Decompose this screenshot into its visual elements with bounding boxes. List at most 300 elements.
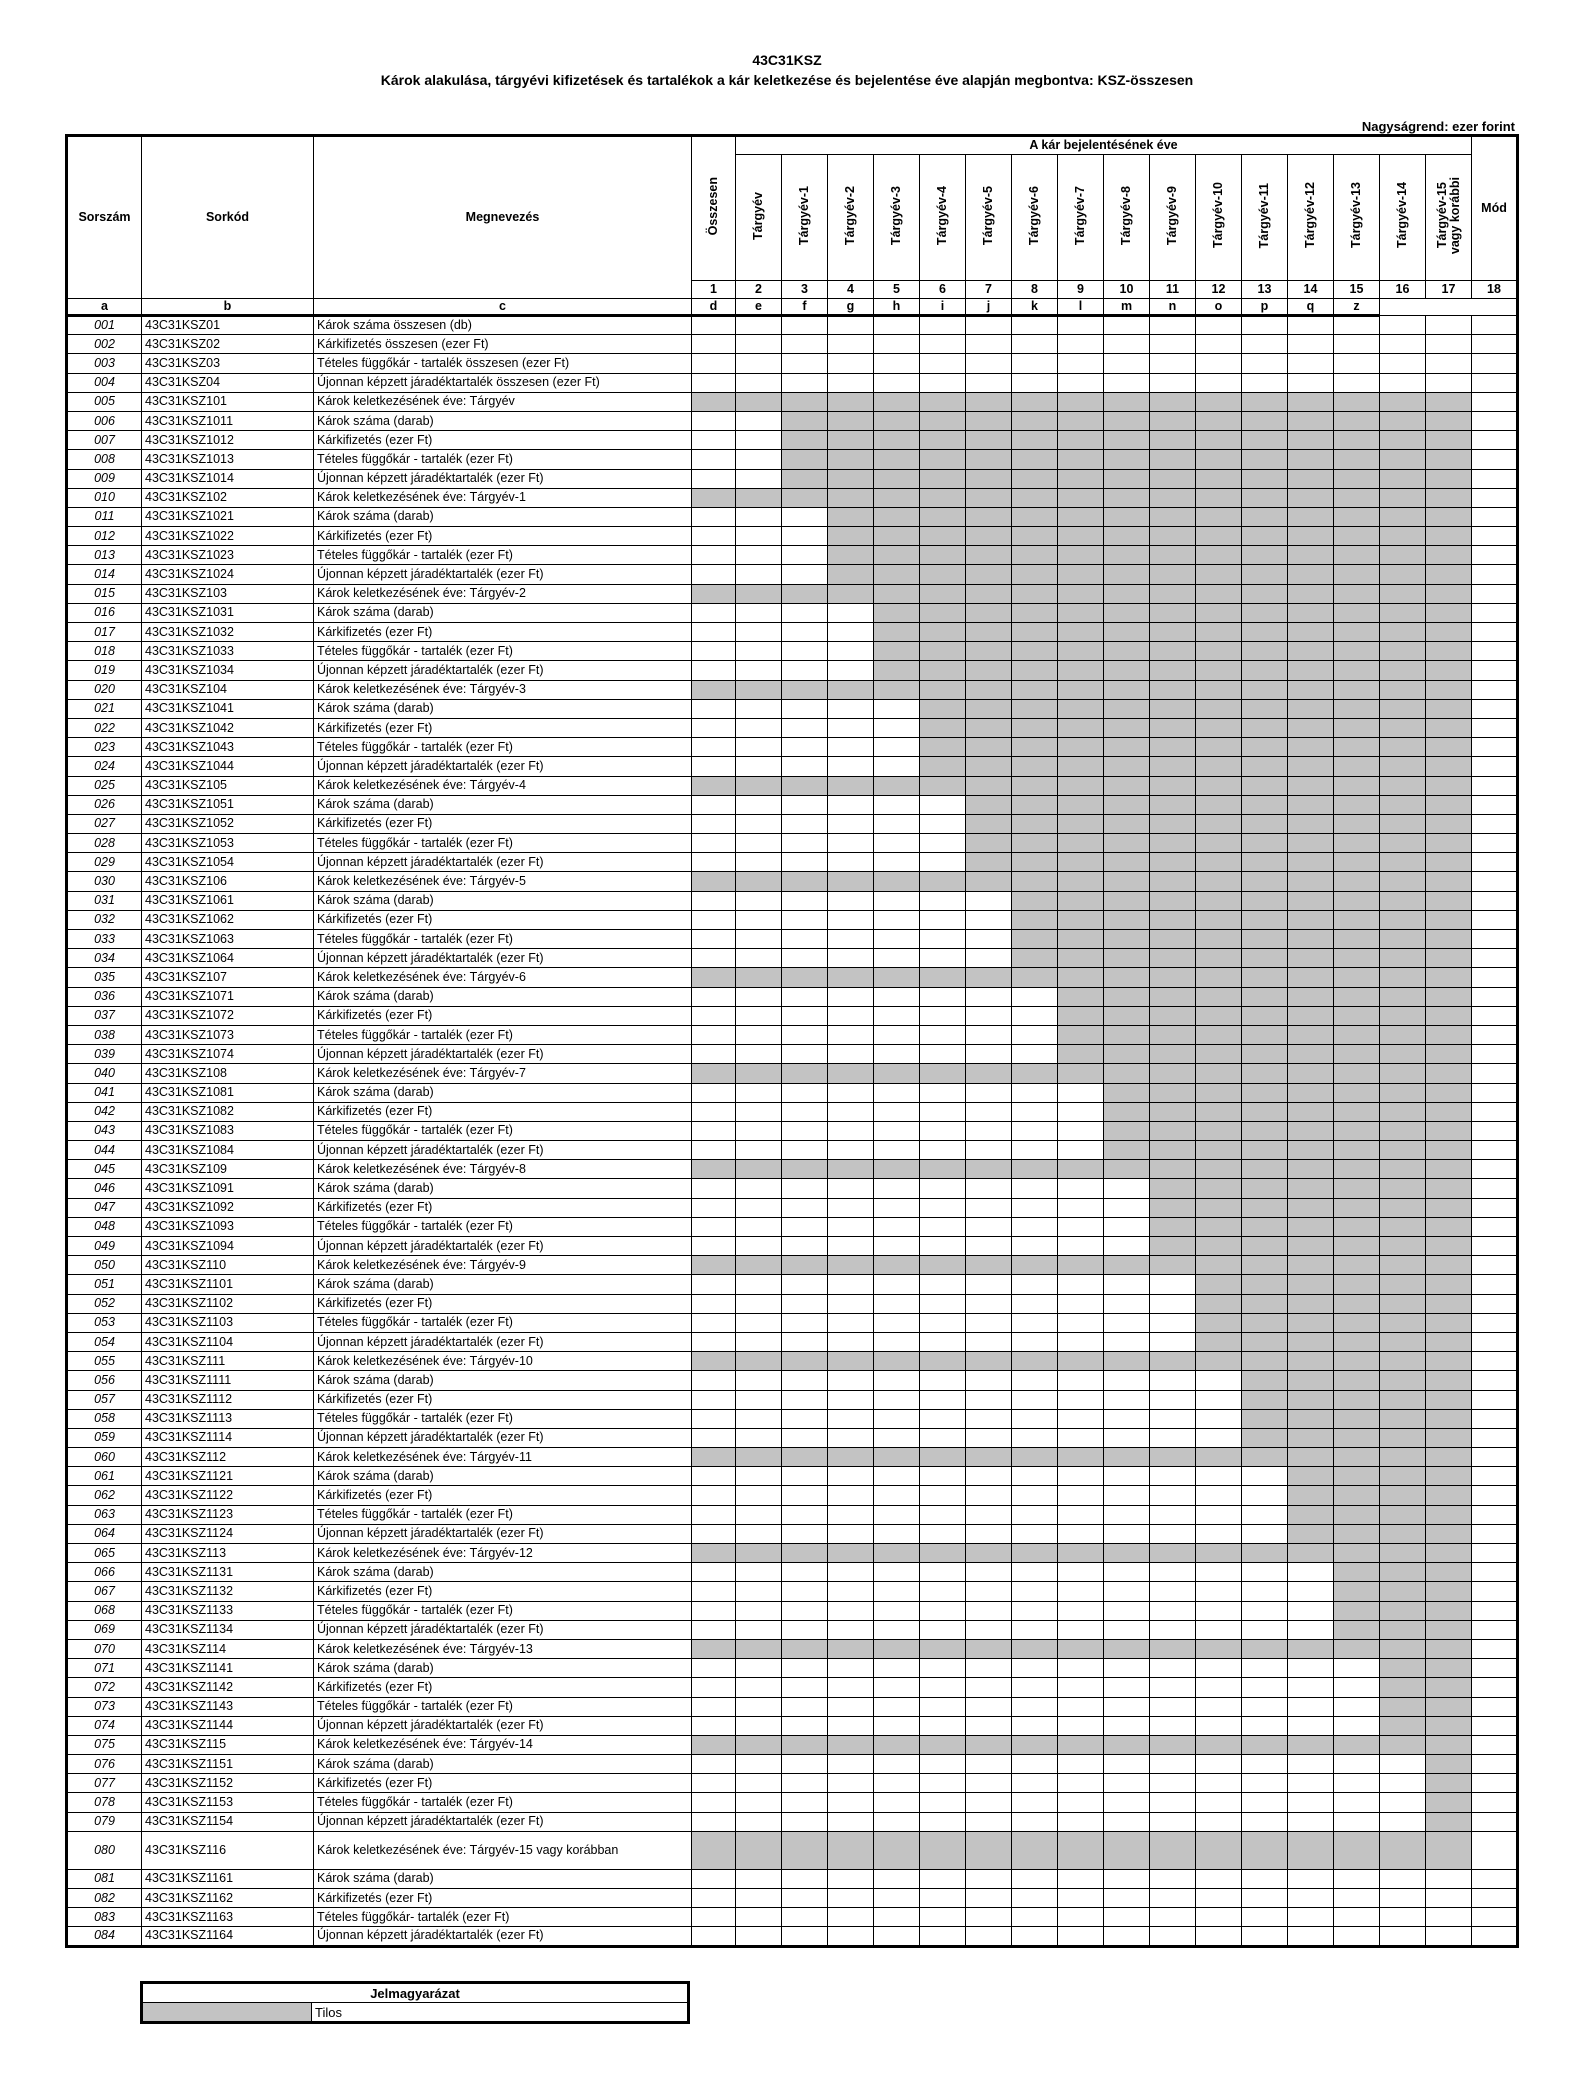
input-cell[interactable] — [1196, 316, 1242, 335]
input-cell[interactable] — [966, 1237, 1012, 1256]
input-cell[interactable] — [1196, 1505, 1242, 1524]
input-cell[interactable] — [920, 1313, 966, 1332]
input-cell[interactable] — [736, 1601, 782, 1620]
input-cell[interactable] — [1012, 1908, 1058, 1927]
input-cell[interactable] — [1104, 316, 1150, 335]
input-cell[interactable] — [1242, 1505, 1288, 1524]
input-cell[interactable] — [1242, 1869, 1288, 1888]
input-cell[interactable] — [1150, 1716, 1196, 1735]
input-cell[interactable] — [1472, 661, 1518, 680]
input-cell[interactable] — [1150, 1409, 1196, 1428]
input-cell[interactable] — [1472, 910, 1518, 929]
input-cell[interactable] — [1104, 373, 1150, 392]
input-cell[interactable] — [1472, 1659, 1518, 1678]
input-cell[interactable] — [1242, 354, 1288, 373]
input-cell[interactable] — [1012, 1659, 1058, 1678]
input-cell[interactable] — [828, 795, 874, 814]
input-cell[interactable] — [966, 1409, 1012, 1428]
input-cell[interactable] — [782, 1505, 828, 1524]
input-cell[interactable] — [828, 738, 874, 757]
input-cell[interactable] — [966, 1793, 1012, 1812]
input-cell[interactable] — [1472, 968, 1518, 987]
input-cell[interactable] — [1058, 1371, 1104, 1390]
input-cell[interactable] — [874, 795, 920, 814]
input-cell[interactable] — [1012, 354, 1058, 373]
input-cell[interactable] — [736, 853, 782, 872]
input-cell[interactable] — [782, 354, 828, 373]
input-cell[interactable] — [736, 354, 782, 373]
input-cell[interactable] — [1472, 1755, 1518, 1774]
input-cell[interactable] — [828, 1083, 874, 1102]
input-cell[interactable] — [828, 1045, 874, 1064]
input-cell[interactable] — [736, 1755, 782, 1774]
input-cell[interactable] — [874, 1869, 920, 1888]
input-cell[interactable] — [692, 1927, 736, 1946]
input-cell[interactable] — [828, 1217, 874, 1236]
input-cell[interactable] — [920, 1141, 966, 1160]
input-cell[interactable] — [874, 1198, 920, 1217]
input-cell[interactable] — [736, 1697, 782, 1716]
input-cell[interactable] — [828, 335, 874, 354]
input-cell[interactable] — [1150, 1524, 1196, 1543]
input-cell[interactable] — [782, 1102, 828, 1121]
input-cell[interactable] — [692, 507, 736, 526]
input-cell[interactable] — [1058, 335, 1104, 354]
input-cell[interactable] — [920, 1467, 966, 1486]
input-cell[interactable] — [1242, 1812, 1288, 1831]
input-cell[interactable] — [1104, 1313, 1150, 1332]
input-cell[interactable] — [1242, 1774, 1288, 1793]
input-cell[interactable] — [1058, 1869, 1104, 1888]
input-cell[interactable] — [736, 1716, 782, 1735]
input-cell[interactable] — [1472, 853, 1518, 872]
input-cell[interactable] — [828, 949, 874, 968]
input-cell[interactable] — [782, 1812, 828, 1831]
input-cell[interactable] — [1472, 1256, 1518, 1275]
input-cell[interactable] — [920, 1006, 966, 1025]
input-cell[interactable] — [828, 603, 874, 622]
input-cell[interactable] — [1012, 1313, 1058, 1332]
input-cell[interactable] — [1196, 1793, 1242, 1812]
input-cell[interactable] — [1380, 1927, 1426, 1946]
input-cell[interactable] — [736, 834, 782, 853]
input-cell[interactable] — [1472, 1486, 1518, 1505]
input-cell[interactable] — [1150, 335, 1196, 354]
input-cell[interactable] — [692, 603, 736, 622]
input-cell[interactable] — [1150, 1428, 1196, 1447]
input-cell[interactable] — [1196, 1697, 1242, 1716]
input-cell[interactable] — [692, 450, 736, 469]
input-cell[interactable] — [920, 853, 966, 872]
input-cell[interactable] — [1104, 1390, 1150, 1409]
input-cell[interactable] — [1012, 1812, 1058, 1831]
input-cell[interactable] — [1426, 1908, 1472, 1927]
input-cell[interactable] — [828, 1102, 874, 1121]
input-cell[interactable] — [1288, 1755, 1334, 1774]
input-cell[interactable] — [736, 1275, 782, 1294]
input-cell[interactable] — [966, 1601, 1012, 1620]
input-cell[interactable] — [736, 1409, 782, 1428]
input-cell[interactable] — [692, 565, 736, 584]
input-cell[interactable] — [782, 1275, 828, 1294]
input-cell[interactable] — [1150, 1678, 1196, 1697]
input-cell[interactable] — [1472, 565, 1518, 584]
input-cell[interactable] — [828, 1237, 874, 1256]
input-cell[interactable] — [1334, 1927, 1380, 1946]
input-cell[interactable] — [736, 373, 782, 392]
input-cell[interactable] — [1196, 1678, 1242, 1697]
input-cell[interactable] — [874, 1716, 920, 1735]
input-cell[interactable] — [1472, 603, 1518, 622]
input-cell[interactable] — [1472, 1198, 1518, 1217]
input-cell[interactable] — [1104, 1620, 1150, 1639]
input-cell[interactable] — [1196, 1428, 1242, 1447]
input-cell[interactable] — [1334, 1889, 1380, 1908]
input-cell[interactable] — [828, 1006, 874, 1025]
input-cell[interactable] — [736, 1179, 782, 1198]
input-cell[interactable] — [1012, 1102, 1058, 1121]
input-cell[interactable] — [1334, 1755, 1380, 1774]
input-cell[interactable] — [1472, 642, 1518, 661]
input-cell[interactable] — [1426, 1889, 1472, 1908]
input-cell[interactable] — [782, 1697, 828, 1716]
input-cell[interactable] — [966, 1582, 1012, 1601]
input-cell[interactable] — [736, 930, 782, 949]
input-cell[interactable] — [782, 1774, 828, 1793]
input-cell[interactable] — [736, 1390, 782, 1409]
input-cell[interactable] — [828, 853, 874, 872]
input-cell[interactable] — [782, 1908, 828, 1927]
input-cell[interactable] — [782, 1083, 828, 1102]
input-cell[interactable] — [966, 1025, 1012, 1044]
input-cell[interactable] — [966, 1371, 1012, 1390]
input-cell[interactable] — [966, 1869, 1012, 1888]
input-cell[interactable] — [736, 1774, 782, 1793]
input-cell[interactable] — [1104, 354, 1150, 373]
input-cell[interactable] — [920, 1869, 966, 1888]
input-cell[interactable] — [966, 373, 1012, 392]
input-cell[interactable] — [1104, 1697, 1150, 1716]
input-cell[interactable] — [828, 1121, 874, 1140]
input-cell[interactable] — [782, 1409, 828, 1428]
input-cell[interactable] — [1334, 1659, 1380, 1678]
input-cell[interactable] — [966, 1275, 1012, 1294]
input-cell[interactable] — [1150, 1294, 1196, 1313]
input-cell[interactable] — [1012, 1390, 1058, 1409]
input-cell[interactable] — [874, 1908, 920, 1927]
input-cell[interactable] — [692, 1371, 736, 1390]
input-cell[interactable] — [1334, 1678, 1380, 1697]
input-cell[interactable] — [782, 930, 828, 949]
input-cell[interactable] — [1472, 1121, 1518, 1140]
input-cell[interactable] — [1150, 1275, 1196, 1294]
input-cell[interactable] — [920, 1237, 966, 1256]
input-cell[interactable] — [1472, 1083, 1518, 1102]
input-cell[interactable] — [1380, 1869, 1426, 1888]
input-cell[interactable] — [782, 1313, 828, 1332]
input-cell[interactable] — [1472, 354, 1518, 373]
input-cell[interactable] — [1288, 1869, 1334, 1888]
input-cell[interactable] — [692, 1774, 736, 1793]
input-cell[interactable] — [828, 642, 874, 661]
input-cell[interactable] — [736, 1582, 782, 1601]
input-cell[interactable] — [736, 642, 782, 661]
input-cell[interactable] — [828, 757, 874, 776]
input-cell[interactable] — [920, 1045, 966, 1064]
input-cell[interactable] — [1196, 1659, 1242, 1678]
input-cell[interactable] — [1472, 1812, 1518, 1831]
input-cell[interactable] — [736, 469, 782, 488]
input-cell[interactable] — [1472, 1620, 1518, 1639]
input-cell[interactable] — [1196, 1371, 1242, 1390]
input-cell[interactable] — [828, 1716, 874, 1735]
input-cell[interactable] — [1472, 1889, 1518, 1908]
input-cell[interactable] — [966, 1505, 1012, 1524]
input-cell[interactable] — [920, 1524, 966, 1543]
input-cell[interactable] — [920, 1582, 966, 1601]
input-cell[interactable] — [736, 738, 782, 757]
input-cell[interactable] — [1334, 1869, 1380, 1888]
input-cell[interactable] — [1196, 373, 1242, 392]
input-cell[interactable] — [828, 1390, 874, 1409]
input-cell[interactable] — [1472, 1467, 1518, 1486]
input-cell[interactable] — [782, 738, 828, 757]
input-cell[interactable] — [736, 1524, 782, 1543]
input-cell[interactable] — [920, 949, 966, 968]
input-cell[interactable] — [1012, 1198, 1058, 1217]
input-cell[interactable] — [1472, 488, 1518, 507]
input-cell[interactable] — [1012, 1428, 1058, 1447]
input-cell[interactable] — [920, 354, 966, 373]
input-cell[interactable] — [1196, 1486, 1242, 1505]
input-cell[interactable] — [874, 1467, 920, 1486]
input-cell[interactable] — [692, 1045, 736, 1064]
input-cell[interactable] — [1472, 316, 1518, 335]
input-cell[interactable] — [782, 1678, 828, 1697]
input-cell[interactable] — [920, 1812, 966, 1831]
input-cell[interactable] — [1472, 814, 1518, 833]
input-cell[interactable] — [692, 335, 736, 354]
input-cell[interactable] — [920, 891, 966, 910]
input-cell[interactable] — [736, 1332, 782, 1351]
input-cell[interactable] — [1380, 1908, 1426, 1927]
input-cell[interactable] — [828, 910, 874, 929]
input-cell[interactable] — [920, 1620, 966, 1639]
input-cell[interactable] — [966, 1697, 1012, 1716]
input-cell[interactable] — [1242, 1908, 1288, 1927]
input-cell[interactable] — [782, 1025, 828, 1044]
input-cell[interactable] — [828, 316, 874, 335]
input-cell[interactable] — [1150, 1620, 1196, 1639]
input-cell[interactable] — [692, 1083, 736, 1102]
input-cell[interactable] — [828, 1486, 874, 1505]
input-cell[interactable] — [1012, 1582, 1058, 1601]
input-cell[interactable] — [1472, 738, 1518, 757]
input-cell[interactable] — [782, 1486, 828, 1505]
input-cell[interactable] — [692, 1237, 736, 1256]
input-cell[interactable] — [782, 949, 828, 968]
input-cell[interactable] — [920, 1409, 966, 1428]
input-cell[interactable] — [1288, 1774, 1334, 1793]
input-cell[interactable] — [1150, 1755, 1196, 1774]
input-cell[interactable] — [828, 718, 874, 737]
input-cell[interactable] — [1472, 1428, 1518, 1447]
input-cell[interactable] — [736, 1927, 782, 1946]
input-cell[interactable] — [828, 1141, 874, 1160]
input-cell[interactable] — [692, 930, 736, 949]
input-cell[interactable] — [1380, 335, 1426, 354]
input-cell[interactable] — [736, 1889, 782, 1908]
input-cell[interactable] — [1380, 1755, 1426, 1774]
input-cell[interactable] — [692, 814, 736, 833]
input-cell[interactable] — [692, 1275, 736, 1294]
input-cell[interactable] — [1472, 1409, 1518, 1428]
input-cell[interactable] — [1242, 1755, 1288, 1774]
input-cell[interactable] — [1150, 1582, 1196, 1601]
input-cell[interactable] — [920, 1774, 966, 1793]
input-cell[interactable] — [874, 853, 920, 872]
input-cell[interactable] — [1104, 1505, 1150, 1524]
input-cell[interactable] — [1288, 1716, 1334, 1735]
input-cell[interactable] — [1104, 1486, 1150, 1505]
input-cell[interactable] — [1472, 1275, 1518, 1294]
input-cell[interactable] — [692, 853, 736, 872]
input-cell[interactable] — [874, 1678, 920, 1697]
input-cell[interactable] — [692, 1025, 736, 1044]
input-cell[interactable] — [1242, 1793, 1288, 1812]
input-cell[interactable] — [1472, 1294, 1518, 1313]
input-cell[interactable] — [1058, 1179, 1104, 1198]
input-cell[interactable] — [1472, 1927, 1518, 1946]
input-cell[interactable] — [874, 1390, 920, 1409]
input-cell[interactable] — [782, 1294, 828, 1313]
input-cell[interactable] — [782, 1006, 828, 1025]
input-cell[interactable] — [1104, 1428, 1150, 1447]
input-cell[interactable] — [1472, 1141, 1518, 1160]
input-cell[interactable] — [782, 910, 828, 929]
input-cell[interactable] — [1196, 1889, 1242, 1908]
input-cell[interactable] — [736, 1428, 782, 1447]
input-cell[interactable] — [1426, 316, 1472, 335]
input-cell[interactable] — [1472, 1332, 1518, 1351]
input-cell[interactable] — [1058, 1428, 1104, 1447]
input-cell[interactable] — [828, 1313, 874, 1332]
input-cell[interactable] — [1242, 1467, 1288, 1486]
input-cell[interactable] — [920, 1121, 966, 1140]
input-cell[interactable] — [1196, 1812, 1242, 1831]
input-cell[interactable] — [828, 354, 874, 373]
input-cell[interactable] — [1104, 1217, 1150, 1236]
input-cell[interactable] — [692, 546, 736, 565]
input-cell[interactable] — [1380, 1793, 1426, 1812]
input-cell[interactable] — [1288, 316, 1334, 335]
input-cell[interactable] — [692, 1889, 736, 1908]
input-cell[interactable] — [692, 1198, 736, 1217]
input-cell[interactable] — [1104, 1716, 1150, 1735]
input-cell[interactable] — [692, 718, 736, 737]
input-cell[interactable] — [1472, 527, 1518, 546]
input-cell[interactable] — [874, 373, 920, 392]
input-cell[interactable] — [874, 1217, 920, 1236]
input-cell[interactable] — [782, 1716, 828, 1735]
input-cell[interactable] — [920, 316, 966, 335]
input-cell[interactable] — [1012, 1371, 1058, 1390]
input-cell[interactable] — [1242, 1582, 1288, 1601]
input-cell[interactable] — [828, 1563, 874, 1582]
input-cell[interactable] — [1058, 1102, 1104, 1121]
input-cell[interactable] — [1012, 1869, 1058, 1888]
input-cell[interactable] — [1058, 1908, 1104, 1927]
input-cell[interactable] — [1196, 335, 1242, 354]
input-cell[interactable] — [1058, 1812, 1104, 1831]
input-cell[interactable] — [692, 1409, 736, 1428]
input-cell[interactable] — [966, 1390, 1012, 1409]
input-cell[interactable] — [1472, 507, 1518, 526]
input-cell[interactable] — [1058, 1409, 1104, 1428]
input-cell[interactable] — [874, 1121, 920, 1140]
input-cell[interactable] — [1472, 1448, 1518, 1467]
input-cell[interactable] — [736, 1371, 782, 1390]
input-cell[interactable] — [828, 1371, 874, 1390]
input-cell[interactable] — [692, 1524, 736, 1543]
input-cell[interactable] — [1104, 1409, 1150, 1428]
input-cell[interactable] — [1242, 316, 1288, 335]
input-cell[interactable] — [736, 1505, 782, 1524]
input-cell[interactable] — [828, 1774, 874, 1793]
input-cell[interactable] — [920, 1563, 966, 1582]
input-cell[interactable] — [1288, 1678, 1334, 1697]
input-cell[interactable] — [736, 603, 782, 622]
input-cell[interactable] — [782, 1467, 828, 1486]
input-cell[interactable] — [1472, 1544, 1518, 1563]
input-cell[interactable] — [736, 1620, 782, 1639]
input-cell[interactable] — [736, 1237, 782, 1256]
input-cell[interactable] — [966, 1141, 1012, 1160]
input-cell[interactable] — [1288, 1908, 1334, 1927]
input-cell[interactable] — [1150, 1601, 1196, 1620]
input-cell[interactable] — [1012, 987, 1058, 1006]
input-cell[interactable] — [920, 1332, 966, 1351]
input-cell[interactable] — [1472, 930, 1518, 949]
input-cell[interactable] — [874, 1927, 920, 1946]
input-cell[interactable] — [1472, 1697, 1518, 1716]
input-cell[interactable] — [1012, 1141, 1058, 1160]
input-cell[interactable] — [1472, 1390, 1518, 1409]
input-cell[interactable] — [874, 1524, 920, 1543]
input-cell[interactable] — [736, 949, 782, 968]
input-cell[interactable] — [1334, 1697, 1380, 1716]
input-cell[interactable] — [966, 987, 1012, 1006]
input-cell[interactable] — [736, 1083, 782, 1102]
input-cell[interactable] — [1196, 1927, 1242, 1946]
input-cell[interactable] — [920, 1025, 966, 1044]
input-cell[interactable] — [828, 1332, 874, 1351]
input-cell[interactable] — [1058, 1678, 1104, 1697]
input-cell[interactable] — [874, 1006, 920, 1025]
input-cell[interactable] — [874, 1294, 920, 1313]
input-cell[interactable] — [1242, 1563, 1288, 1582]
input-cell[interactable] — [782, 1045, 828, 1064]
input-cell[interactable] — [736, 1217, 782, 1236]
input-cell[interactable] — [1150, 316, 1196, 335]
input-cell[interactable] — [736, 1006, 782, 1025]
input-cell[interactable] — [736, 507, 782, 526]
input-cell[interactable] — [736, 1294, 782, 1313]
input-cell[interactable] — [920, 1390, 966, 1409]
input-cell[interactable] — [1196, 1467, 1242, 1486]
input-cell[interactable] — [874, 316, 920, 335]
input-cell[interactable] — [1104, 1332, 1150, 1351]
